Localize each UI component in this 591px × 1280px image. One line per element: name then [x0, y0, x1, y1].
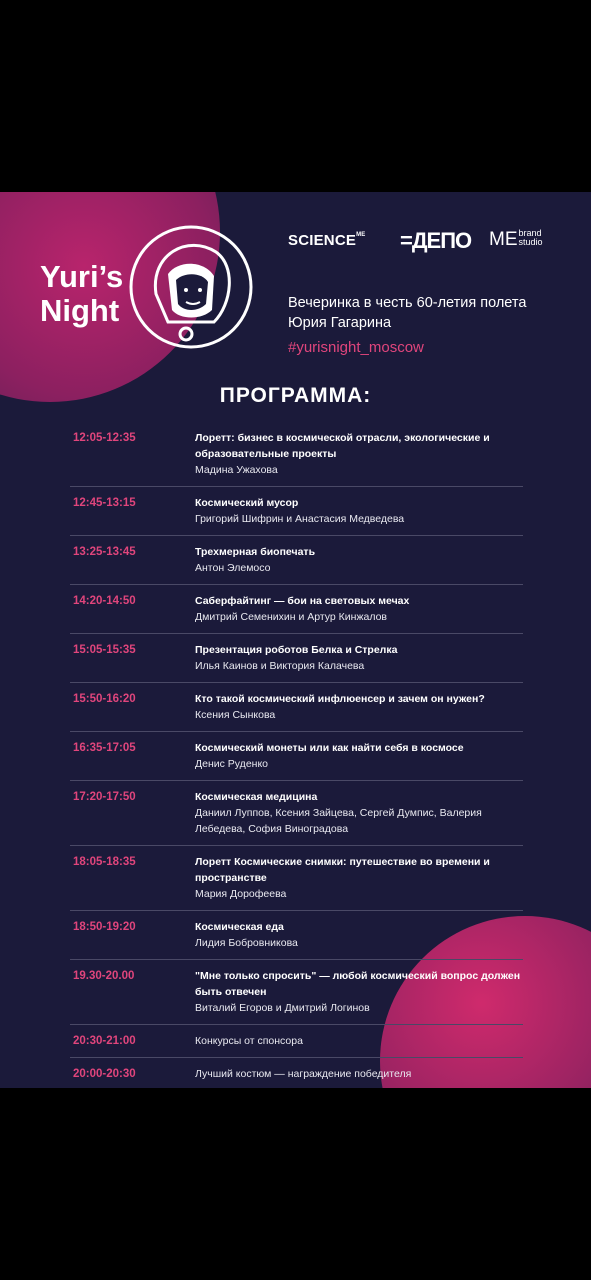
- program-title: Трехмерная биопечать: [195, 546, 316, 558]
- program-speakers: Даниил Луппов, Ксения Зайцева, Сергей Думпис, Валерия Лебедева, София Виноградова: [195, 807, 482, 835]
- program-row: [70, 911, 523, 960]
- program-info: [195, 919, 523, 951]
- logo-line-1: Yuri’s: [40, 259, 124, 294]
- program-time: 20:30-21:00: [73, 1035, 136, 1047]
- program-row: [70, 634, 523, 683]
- program-time: 12:05-12:35: [73, 432, 136, 444]
- program-info: [195, 495, 523, 527]
- program-info: [195, 642, 523, 674]
- program-time: 20:00-20:30: [73, 1068, 136, 1080]
- sponsor-me-brand-studio: [489, 229, 543, 251]
- program-time: 16:35-17:05: [73, 742, 136, 754]
- sponsor-depo-text: =ДЕПО: [400, 228, 472, 253]
- program-title: Лоретт: бизнес в космической отрасли, экологические и образовательные проекты: [195, 432, 490, 460]
- sponsor-me-sup1: brand: [518, 228, 542, 238]
- program-row: [70, 1058, 523, 1088]
- program-speakers: Григорий Шифрин и Анастасия Медведева: [195, 513, 405, 525]
- program-row: [70, 487, 523, 536]
- program-row: [70, 846, 523, 911]
- program-info: [195, 968, 523, 1016]
- sponsor-science-text: SCIENCE: [288, 232, 357, 249]
- program-title: Саберфайтинг — бои на световых мечах: [195, 595, 410, 607]
- poster: [0, 192, 591, 1088]
- program-time: 14:20-14:50: [73, 595, 136, 607]
- program-time: 19.30-20.00: [73, 970, 135, 982]
- program-info: [195, 854, 523, 902]
- program-title: "Мне только спросить" — любой космический вопрос должен быть отвечен: [195, 970, 521, 998]
- astronaut-helmet-icon: [128, 224, 254, 350]
- program-speakers: Мария Дорофеева: [195, 888, 287, 900]
- program-speakers: Ксения Сынкова: [195, 709, 276, 721]
- program-row: [70, 960, 523, 1025]
- program-title: Презентация роботов Белка и Стрелка: [195, 644, 398, 656]
- program-title: Космический мусор: [195, 497, 299, 509]
- program-info: [195, 1066, 523, 1082]
- sponsor-depo: [400, 228, 471, 254]
- program-title: Космическая еда: [195, 921, 284, 933]
- program-row: [70, 1025, 523, 1058]
- program-info: [195, 691, 523, 723]
- program-row: [70, 422, 523, 487]
- sponsor-me-text: ME: [489, 229, 518, 250]
- program-speakers: Дмитрий Семенихин и Артур Кинжалов: [195, 611, 387, 623]
- program-time: 15:05-15:35: [73, 644, 136, 656]
- program-speakers: Илья Каинов и Виктория Калачева: [195, 660, 365, 672]
- program-info: [195, 430, 523, 478]
- logo-line-2: Night: [40, 293, 120, 328]
- event-logo-text: [40, 260, 123, 328]
- program-info: [195, 593, 523, 625]
- program-row: [70, 732, 523, 781]
- sponsor-me-sup: [519, 229, 543, 247]
- program-title: Космическая медицина: [195, 791, 318, 803]
- program-time: 18:50-19:20: [73, 921, 136, 933]
- program-title: Лоретт Космические снимки: путешествие во времени и пространстве: [195, 856, 490, 884]
- program-info: [195, 1033, 523, 1049]
- program-time: 12:45-13:15: [73, 497, 136, 509]
- program-list: [70, 422, 523, 1088]
- sponsor-science-sup: ME: [356, 232, 366, 238]
- program-speakers: Виталий Егоров и Дмитрий Логинов: [195, 1002, 370, 1014]
- program-info: [195, 544, 523, 576]
- program-row: [70, 585, 523, 634]
- program-row: [70, 536, 523, 585]
- sponsor-science-me: [288, 232, 366, 249]
- sponsor-me-sup2: studio: [518, 237, 543, 247]
- program-row: [70, 781, 523, 846]
- program-time: 13:25-13:45: [73, 546, 136, 558]
- program-time: 15:50-16:20: [73, 693, 136, 705]
- program-speakers: Мадина Ужахова: [195, 464, 278, 476]
- program-speakers: Лидия Бобровникова: [195, 937, 298, 949]
- program-heading: ПРОГРАММА:: [219, 384, 372, 407]
- program-speakers: Антон Элемосо: [195, 562, 271, 574]
- event-subtitle: Вечеринка в честь 60-летия полета Юрия Гагарина: [288, 295, 527, 331]
- program-title: Космический монеты или как найти себя в космосе: [195, 742, 464, 754]
- program-row: [70, 683, 523, 732]
- program-time: 17:20-17:50: [73, 791, 136, 803]
- program-title: Кто такой космический инфлюенсер и зачем он нужен?: [195, 693, 485, 705]
- program-info: [195, 789, 523, 837]
- program-speakers: Лучший костюм — награждение победителя: [195, 1068, 412, 1080]
- program-speakers: Конкурсы от спонсора: [195, 1035, 303, 1047]
- program-speakers: Денис Руденко: [195, 758, 269, 770]
- event-hashtag: #yurisnight_moscow: [288, 339, 424, 356]
- program-info: [195, 740, 523, 772]
- program-time: 18:05-18:35: [73, 856, 136, 868]
